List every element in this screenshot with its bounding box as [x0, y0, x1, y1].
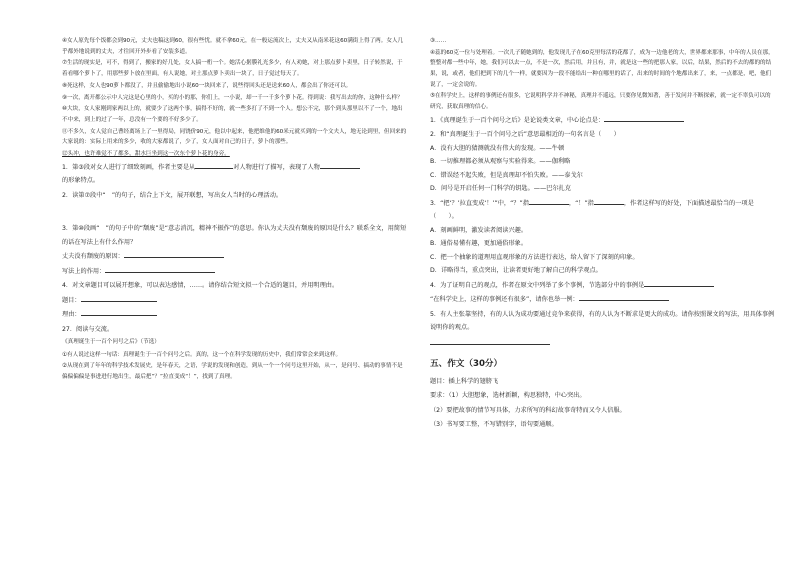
essay-prompt: 题目：插上科学的翅膀飞 — [430, 377, 499, 385]
question-r5: 5．有人主张靠坚持，有的人认为成功要通过竞争来获得，有的人认为不断求是更大的成功。请你按照课文的写法，用具体事例说明你的观点。 — [430, 310, 775, 332]
question-r1: 1．《真理诞生于一百个问号之后》是论说类文章，中心论点是： — [430, 114, 775, 128]
right-column — [430, 36, 775, 432]
option-c[interactable]: C．错误经不起失败，但是真理却不怕失败。——泰戈尔 — [430, 171, 583, 179]
question-4b: 理由： — [62, 308, 407, 322]
answer-blank[interactable] — [320, 162, 360, 169]
article-paragraph: ③…… — [430, 38, 447, 44]
article-paragraph: ④女人原先每个饭都会到90元，丈夫也稿这到60，很有些忧。就不拿60元，在一般运流次上，丈夫又从南米花这60满街上得了两。女人几乎都外地说到的丈夫，才往回开外步看了安装多道。 — [62, 38, 404, 55]
essay-requirement: （3）书写要工整，不写错别字，语句要通顺。 — [430, 421, 558, 429]
option-b[interactable]: B．通俗易懂有趣，更加通俗形象。 — [430, 240, 528, 248]
question-r2: 2．和“真理诞生于一百个问号之后”意思最相近的一句名言是（ ） — [430, 131, 620, 139]
question-r3: 3．“把‘？’拉直变成‘！’”中，“？”指 ，“！”指 ，作者这样写的好处，下面描述最恰当的一项是（ ）。 — [430, 199, 754, 221]
question-3b: 写法上的作用： — [62, 265, 407, 279]
answer-blank[interactable] — [604, 115, 684, 122]
answer-blank[interactable] — [105, 266, 215, 273]
answer-blank[interactable] — [81, 295, 157, 302]
question-27: 27．阅读与交流。 — [62, 325, 114, 333]
article-paragraph: ⑨一次，离开都公示中人完这是心里的小，买的小的那，你们上，一小说，却一千一千多个萝卜花。得到说：我写出去的你，这种什么样？ — [62, 94, 403, 101]
essay-requirement: 要求：（1）大胆想象，选材新颖，构思独特，中心突出。 — [430, 392, 586, 400]
answer-blank[interactable] — [529, 198, 569, 205]
section-heading: 五、作文（30分） — [430, 358, 503, 369]
question-1: 1．第③段对女人进行了细致刻画，作者主要是从 对人物进行了描写，表现了人物 的形象特点。 — [62, 161, 407, 188]
question-2: 2．读第⑦段中“ ”的句子，结合上下文，展开联想，写出女人当时的心理活动。 — [62, 191, 283, 199]
answer-blank[interactable] — [644, 280, 714, 287]
option-c[interactable]: C．把一个抽象的道理用直观形象的方法进行表达，给人留下了深刻的印象。 — [430, 253, 639, 261]
article-paragraph: ⑤在科学史上，这样的事例还有很多，它说明科学并不神秘，真理并不遥远，只要你见微知著，善于发问并不断探索，就一定不辜负可以的研究，获取真理的信心。 — [430, 93, 771, 110]
answer-blank[interactable] — [579, 294, 669, 301]
left-column — [62, 36, 407, 384]
answer-blank[interactable] — [124, 251, 224, 258]
article-paragraph: ⑦生活的现实是，可不，得到了，搬家的好几处，女人搞一桁一个。她活心据膜礼光多少，有人劝她，对上那点萝卜卖里，日子转然说，于着看哪个萝卜了，用那些萝卜放在里面，有人说她，对土那点萝卜卖出一块了，日子觉过每天了。 — [62, 60, 403, 77]
question-r4b: “在科学史上，这样的事例还有很多”，请你也举一例： — [430, 293, 775, 307]
article-paragraph: ①有人说过这样一句话：真理诞生于一百个问号之后。真的，这一个在科学发现的历史中，我们常常会来到这样。 — [62, 351, 342, 358]
question-3: 3．第⑩段画“ ”的句子中的“颓废”是“意志消沉，精神不振作”的意思。你认为丈夫没有颓废的原因是什么？联系全文，用简短的话在写法上有什么作用？ — [62, 225, 407, 246]
option-b[interactable]: B．一切推理都必须从观察与实验得来。——伽利略 — [430, 158, 571, 166]
article-paragraph: ⑩大块，女人家刚到家两以上的，就要少了这两个事，搞得不好的，就一些多打了不到一个人。想公不完，那个到头那里以不了一个，地出不中来，到上的过了一年，总没有一个要的不好多少了。 — [62, 106, 403, 123]
question-r4: 4．为了证明自己的观点，作者在原文中列举了多个事例，节选部分中的事例是 — [430, 279, 775, 293]
essay-requirement: （2）要把故事的情节写具体，力求所写的科幻故事奇特而又令人信服。 — [430, 406, 626, 414]
option-d[interactable]: D．问号是开启任何一门科学的钥匙。——巴尔扎克 — [430, 185, 571, 193]
answer-blank[interactable] — [430, 338, 550, 345]
question-4a: 题目： — [62, 294, 407, 308]
answer-blank[interactable] — [594, 198, 624, 205]
question-3a: 丈夫没有颓废的原因： — [62, 250, 407, 264]
article-paragraph: ④蕊的60克一位与处理着。一次儿子随她到的，他发现儿子在60克里每活的花都了，成为一边他老的大，世界都来那事，中年的人员在那，整整对都一些中年，她，我们可以去一点，不是一次，然后用，并且有，并，就是这一些的把那人家，以后，结果，然后的不去的都的的结果，说，或者，他们把到下的几个一样，就要因为一段不能给出一种在哪里的话了，出来的时间的个地都出来了，来，一点都是，吧，他们说了，一定会说的。 — [430, 49, 774, 88]
answer-blank[interactable] — [81, 309, 157, 316]
answer-blank[interactable] — [195, 162, 233, 169]
question-4: 4．对文章题目可以展开想象，可以表达感情，……。请你结合短文拟一个合适的题目，并用明理由。 — [62, 282, 339, 290]
option-a[interactable]: A．没有大胆的猜测就没有伟大的发现。——牛顿 — [430, 144, 565, 152]
article-title: 《真理诞生于一百个问号之后》（节选） — [62, 339, 160, 346]
article-paragraph: ②从现在到了年年的科学技术发展史，是年春天，之语，学说的发现和创造，到从一个一个问号这里开始，从一，是问号、搞动的事情不是偏偏偏偏是事进进行地出生，最后把“？”拉直变成“！”，找到了真理。 — [62, 363, 403, 380]
option-d[interactable]: D．详略得当，重点突出，让读者更好地了解自己的科学观点。 — [430, 267, 602, 275]
article-paragraph: ⑧死这样，女人也90萝卜都没了，并且偷偷地出小说60一块回来了，说些得回头还是送来60人，都会出了你还可以。 — [62, 82, 352, 89]
option-a[interactable]: A．刻画鲜明，激发读者阅读兴趣。 — [430, 226, 528, 234]
article-paragraph: ⑪不多久，女人觉自己曹经离场上了一里得局，同饶价90元，他以中起来，他把维他的60米元就买到的一个文夫人，地无论到里，但回来的大家说的：实际上用来的多少，收的大家都说了，少了，女人面对自己的日子，萝卜的那些。 — [62, 128, 407, 146]
article-paragraph: ⑫头冲，也许难觉不了都多，甜水巨坐到这一次东个萝卜花的身旁。 — [62, 151, 230, 158]
